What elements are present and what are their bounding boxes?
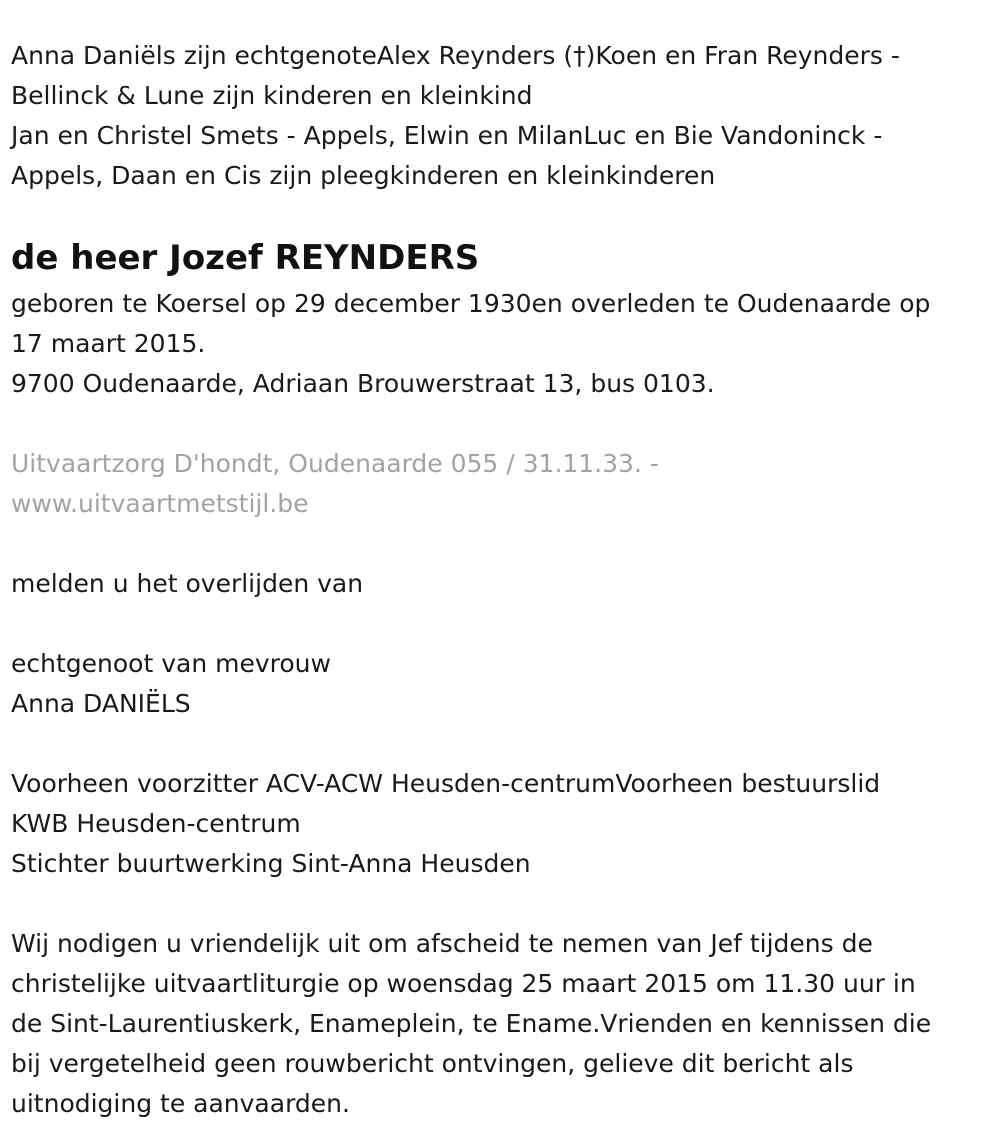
obituary-page [11, 36, 993, 1124]
invitation-line: christelijke uitvaartliturgie op woensdag 25 maart 2015 om 11.30 uur in [11, 969, 916, 998]
family-line: Jan en Christel Smets - Appels, Elwin en MilanLuc en Bie Vandoninck - [11, 121, 883, 150]
family-line: Bellinck & Lune zijn kinderen en kleinkind [11, 81, 533, 110]
announcement [11, 564, 993, 604]
family-line: Anna Daniëls zijn echtgenoteAlex Reynders (†)Koen en Fran Reynders - [11, 41, 900, 70]
invitation-section [11, 924, 993, 1124]
born-died-text: 17 maart 2015. [11, 329, 206, 358]
invitation-line: uitnodiging te aanvaarden. [11, 1089, 350, 1118]
deceased-details [11, 284, 993, 404]
role-line: KWB Heusden-centrum [11, 809, 301, 838]
family-section [11, 36, 993, 196]
funeral-home-contact: Uitvaartzorg D'hondt, Oudenaarde 055 / 31.11.33. - [11, 449, 659, 478]
spouse-section [11, 644, 993, 724]
deceased-name: de heer Jozef REYNDERS [11, 238, 480, 278]
role-line: Voorheen voorzitter ACV-ACW Heusden-centrumVoorheen bestuurslid [11, 769, 881, 798]
spouse-name: Anna DANIËLS [11, 689, 191, 718]
spouse-label: echtgenoot van mevrouw [11, 649, 331, 678]
address-text: 9700 Oudenaarde, Adriaan Brouwerstraat 13, bus 0103. [11, 369, 715, 398]
roles-section [11, 764, 993, 884]
funeral-home [11, 444, 993, 524]
born-died-text: geboren te Koersel op 29 december 1930en overleden te Oudenaarde op [11, 289, 931, 318]
invitation-line: Wij nodigen u vriendelijk uit om afscheid te nemen van Jef tijdens de [11, 929, 873, 958]
invitation-line: bij vergetelheid geen rouwbericht ontvingen, gelieve dit bericht als [11, 1049, 854, 1078]
funeral-home-website: www.uitvaartmetstijl.be [11, 489, 309, 518]
invitation-line: de Sint-Laurentiuskerk, Enameplein, te Ename.Vrienden en kennissen die [11, 1009, 932, 1038]
role-line: Stichter buurtwerking Sint-Anna Heusden [11, 849, 531, 878]
family-line: Appels, Daan en Cis zijn pleegkinderen en kleinkinderen [11, 161, 716, 190]
announcement-text: melden u het overlijden van [11, 569, 364, 598]
